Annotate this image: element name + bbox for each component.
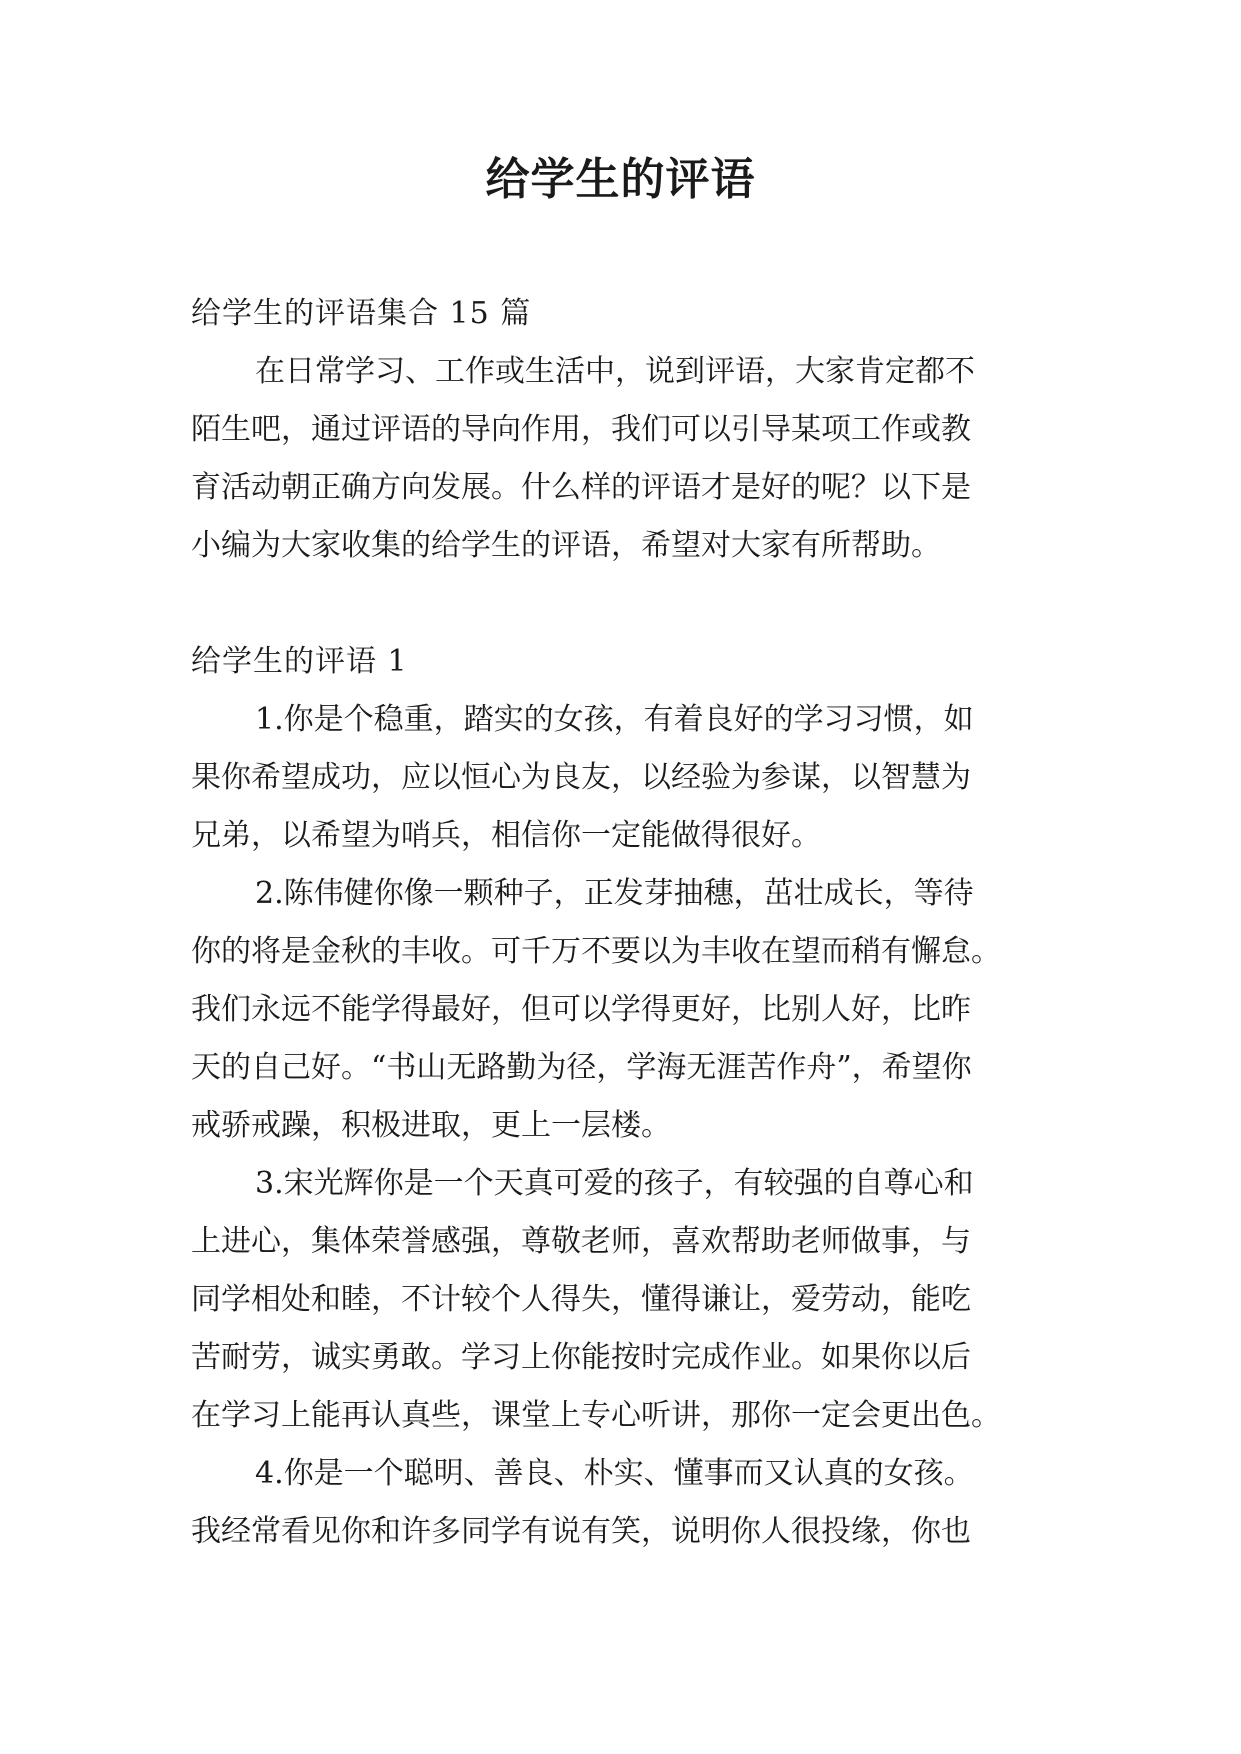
comment-line: 戒骄戒躁，积极进取，更上一层楼。 — [191, 1108, 671, 1143]
document-title: 给学生的评语 — [485, 154, 756, 205]
comment-line: 兄弟，以希望为哨兵，相信你一定能做得很好。 — [191, 818, 821, 853]
comment-line: 同学相处和睦，不计较个人得失，懂得谦让，爱劳动，能吃 — [191, 1282, 971, 1317]
comment-line: 1.你是个稳重，踏实的女孩，有着良好的学习习惯，如 — [255, 702, 974, 737]
comment-line: 在学习上能再认真些，课堂上专心听讲，那你一定会更出色。 — [191, 1398, 1001, 1433]
comment-line: 我们永远不能学得最好，但可以学得更好，比别人好，比昨 — [191, 992, 971, 1027]
collection-subtitle: 给学生的评语集合 15 篇 — [191, 296, 532, 331]
paragraph-spacer — [191, 575, 1061, 633]
comment-line: 我经常看见你和许多同学有说有笑，说明你人很投缘，你也 — [191, 1514, 971, 1549]
comment-line: 苦耐劳，诚实勇敢。学习上你能按时完成作业。如果你以后 — [191, 1340, 971, 1375]
comment-line: 4.你是一个聪明、善良、朴实、懂事而又认真的女孩。 — [255, 1456, 974, 1491]
section-heading: 给学生的评语 1 — [191, 644, 408, 679]
intro-line: 在日常学习、工作或生活中，说到评语，大家肯定都不 — [255, 354, 975, 389]
intro-line: 小编为大家收集的给学生的评语，希望对大家有所帮助。 — [191, 528, 941, 563]
intro-line: 育活动朝正确方向发展。什么样的评语才是好的呢？以下是 — [191, 470, 971, 505]
intro-line: 陌生吧，通过评语的导向作用，我们可以引导某项工作或教 — [191, 412, 971, 447]
comment-line: 你的将是金秋的丰收。可千万不要以为丰收在望而稍有懈怠。 — [191, 934, 1001, 969]
comment-line: 上进心，集体荣誉感强，尊敬老师，喜欢帮助老师做事，与 — [191, 1224, 971, 1259]
comment-line: 2.陈伟健你像一颗种子，正发芽抽穗，茁壮成长，等待 — [255, 876, 974, 911]
comment-line: 3.宋光辉你是一个天真可爱的孩子，有较强的自尊心和 — [255, 1166, 974, 1201]
document-body — [191, 285, 1061, 1561]
comment-line: 天的自己好。“书山无路勤为径，学海无涯苦作舟”，希望你 — [191, 1050, 972, 1085]
comment-line: 果你希望成功，应以恒心为良友，以经验为参谋，以智慧为 — [191, 760, 971, 795]
